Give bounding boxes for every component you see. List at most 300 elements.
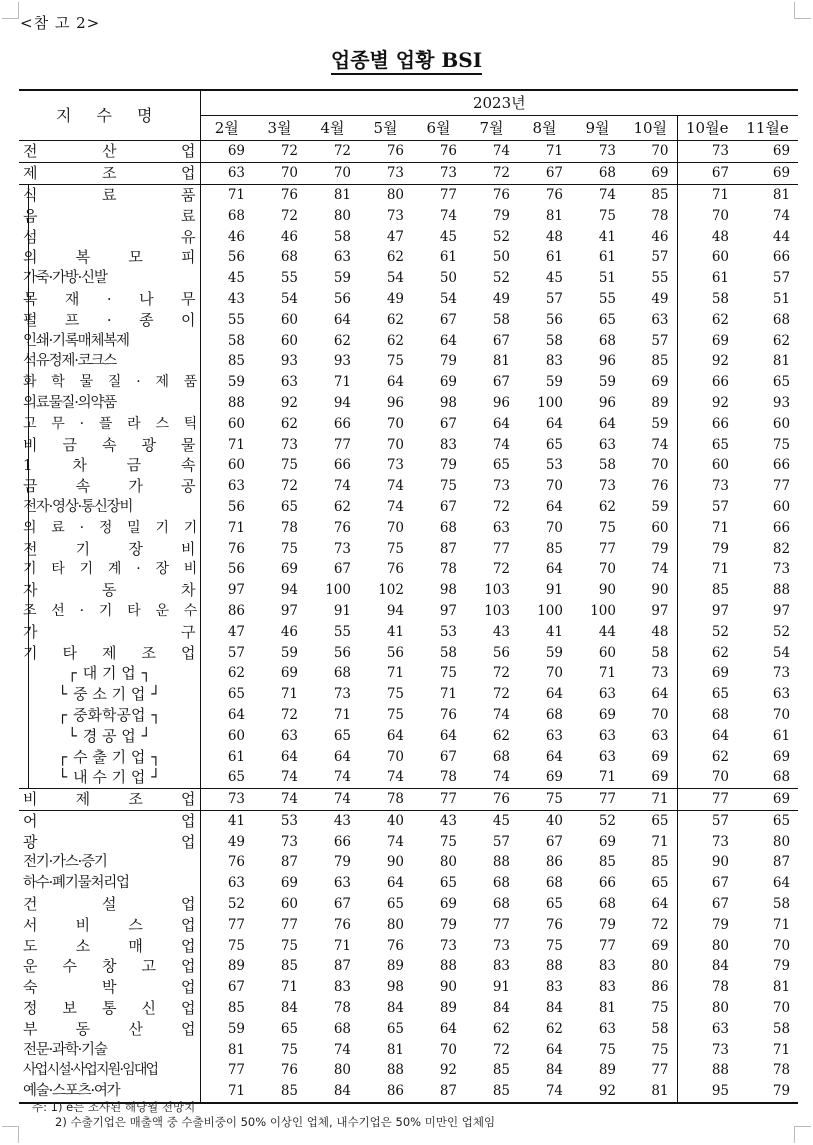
row-label-text: 석유정제·코크스 — [23, 353, 117, 370]
table-row — [19, 559, 798, 580]
bsi-value: 66 — [677, 372, 737, 393]
bsi-value: 56 — [545, 311, 563, 328]
bsi-value: 85 — [677, 580, 737, 601]
row-label-text: 전자·영상·통신장비 — [23, 498, 133, 515]
bsi-value: 70 — [386, 748, 404, 765]
month-header: 3월 — [253, 116, 306, 141]
row-label — [19, 935, 200, 956]
bsi-value: 70 — [545, 665, 563, 682]
bsi-value: 63 — [333, 249, 351, 266]
row-label — [19, 684, 200, 705]
bsi-value: 72 — [280, 478, 298, 495]
bsi-value: 40 — [545, 812, 563, 829]
bsi-value: 75 — [439, 665, 457, 682]
bsi-value: 71 — [772, 1041, 791, 1058]
bsi-value: 69 — [280, 561, 298, 578]
bsi-value: 60 — [651, 519, 669, 536]
bsi-value: 83 — [333, 979, 351, 996]
bsi-value: 65 — [545, 896, 563, 913]
bsi-value: 69 — [677, 663, 737, 684]
bracket-mark: └ — [67, 726, 77, 745]
bsi-value: 78 — [439, 769, 457, 786]
bsi-value: 90 — [677, 852, 737, 873]
bsi-value: 81 — [492, 353, 510, 370]
table-row — [19, 162, 798, 184]
bsi-value: 76 — [227, 854, 245, 871]
bsi-value: 98 — [386, 979, 404, 996]
bsi-value: 74 — [333, 478, 351, 495]
bsi-value: 60 — [772, 415, 791, 432]
bsi-value: 71 — [280, 979, 298, 996]
bsi-value: 64 — [492, 415, 510, 432]
bsi-value: 75 — [651, 1041, 669, 1058]
table-row — [19, 184, 798, 205]
bsi-value: 73 — [359, 162, 412, 184]
bsi-value: 65 — [227, 769, 245, 786]
bsi-value: 52 — [492, 270, 510, 287]
bsi-value: 65 — [439, 875, 457, 892]
bsi-value: 62 — [280, 415, 298, 432]
bsi-value: 81 — [386, 1041, 404, 1058]
table-row — [19, 1039, 798, 1060]
bsi-value: 68 — [492, 896, 510, 913]
bsi-value: 80 — [651, 958, 669, 975]
bracket-mark: ┐ — [151, 705, 161, 724]
bsi-value: 77 — [677, 788, 737, 810]
bsi-value: 58 — [677, 289, 737, 310]
bsi-value: 87 — [280, 854, 298, 871]
table-row — [19, 413, 798, 434]
bsi-value: 74 — [492, 769, 510, 786]
bsi-value: 71 — [227, 436, 245, 453]
bsi-value: 65 — [386, 896, 404, 913]
row-label-text: 조 선 · 기 타 운 수 — [23, 602, 196, 619]
bsi-value: 71 — [598, 769, 616, 786]
bsi-value: 61 — [227, 748, 245, 765]
bsi-value: 73 — [677, 476, 737, 497]
bsi-value: 73 — [677, 831, 737, 852]
bsi-value: 52 — [492, 228, 510, 245]
bsi-value: 61 — [598, 249, 616, 266]
bsi-value: 65 — [677, 434, 737, 455]
bsi-value: 90 — [439, 979, 457, 996]
bsi-value: 48 — [651, 623, 669, 640]
bsi-value: 77 — [280, 916, 298, 933]
bsi-value: 63 — [492, 519, 510, 536]
bsi-value: 100 — [537, 394, 563, 411]
bsi-value: 74 — [651, 436, 669, 453]
bsi-value: 69 — [598, 706, 616, 723]
row-label — [19, 205, 200, 226]
bsi-value: 47 — [227, 623, 245, 640]
bsi-value: 46 — [651, 228, 669, 245]
row-label — [19, 247, 200, 268]
row-label — [19, 852, 200, 873]
bsi-value: 68 — [492, 875, 510, 892]
bsi-value: 76 — [492, 186, 510, 203]
bsi-value: 63 — [677, 1018, 737, 1039]
bsi-value: 72 — [280, 706, 298, 723]
month-header: 4월 — [306, 116, 359, 141]
bsi-value: 85 — [651, 854, 669, 871]
bsi-value: 74 — [333, 1041, 351, 1058]
bracket-mark: ┌ — [57, 705, 68, 724]
row-label-text: 전문·과학·기술 — [23, 1041, 107, 1058]
bsi-value: 58 — [227, 332, 245, 349]
bsi-value: 65 — [227, 686, 245, 703]
bsi-value: 77 — [227, 916, 245, 933]
bsi-value: 66 — [772, 457, 791, 474]
table-row — [19, 663, 798, 684]
bsi-value: 79 — [439, 457, 457, 474]
bsi-value: 75 — [386, 353, 404, 370]
bsi-value: 62 — [677, 642, 737, 663]
bsi-value: 73 — [677, 141, 737, 163]
bsi-value: 69 — [651, 374, 669, 391]
bsi-value: 65 — [492, 457, 510, 474]
bsi-value: 102 — [378, 582, 404, 599]
bsi-value: 73 — [200, 788, 253, 810]
bsi-value: 77 — [227, 1062, 245, 1079]
bsi-value: 65 — [772, 374, 791, 391]
table-row — [19, 309, 798, 330]
table-row — [19, 580, 798, 601]
bsi-value: 71 — [677, 184, 737, 205]
bsi-value: 72 — [306, 141, 359, 163]
bsi-value: 80 — [386, 186, 404, 203]
row-label — [19, 705, 200, 726]
bsi-value: 52 — [598, 812, 616, 829]
bsi-value: 62 — [545, 1020, 563, 1037]
bsi-value: 80 — [333, 207, 351, 224]
row-label-text: 전 산 업 — [23, 142, 196, 161]
row-label-text: 기 타 제 조 업 — [23, 643, 196, 662]
table-row — [19, 601, 798, 622]
table-row — [19, 977, 798, 998]
bsi-value: 97 — [651, 602, 669, 619]
bsi-value: 79 — [677, 914, 737, 935]
bsi-value: 58 — [492, 311, 510, 328]
row-label — [19, 538, 200, 559]
bsi-value: 63 — [280, 727, 298, 744]
bsi-value: 46 — [280, 623, 298, 640]
bsi-value: 73 — [492, 478, 510, 495]
row-label-text: 기 타 기 계 · 장 비 — [23, 561, 196, 578]
bsi-value: 71 — [439, 686, 457, 703]
bsi-value: 55 — [280, 270, 298, 287]
bsi-value: 76 — [545, 916, 563, 933]
bsi-value: 71 — [518, 141, 571, 163]
bsi-value: 68 — [772, 769, 791, 786]
row-label — [19, 351, 200, 372]
bsi-value: 79 — [439, 353, 457, 370]
bsi-value: 68 — [772, 311, 791, 328]
bsi-value: 80 — [386, 916, 404, 933]
row-label-text: 고 무 · 플 라 스 틱 — [23, 415, 196, 432]
bsi-value: 60 — [227, 457, 245, 474]
bsi-value: 75 — [386, 686, 404, 703]
bsi-value: 45 — [439, 228, 457, 245]
bsi-value: 50 — [439, 270, 457, 287]
bsi-value: 46 — [280, 228, 298, 245]
bsi-value: 78 — [677, 977, 737, 998]
page-corner-mark — [2, 1126, 19, 1143]
bsi-value: 64 — [545, 686, 563, 703]
bsi-value: 51 — [772, 290, 791, 307]
row-label — [19, 497, 200, 518]
bsi-value: 67 — [439, 498, 457, 515]
bsi-value: 83 — [598, 958, 616, 975]
bsi-value: 43 — [333, 812, 351, 829]
row-label — [19, 413, 200, 434]
bsi-value: 70 — [677, 767, 737, 788]
bsi-value: 57 — [772, 270, 791, 287]
row-label — [19, 977, 200, 998]
bsi-value: 59 — [227, 374, 245, 391]
bsi-value: 64 — [439, 1020, 457, 1037]
bsi-value: 75 — [598, 1041, 616, 1058]
bsi-value: 58 — [772, 1020, 791, 1037]
bsi-value: 59 — [651, 415, 669, 432]
bsi-value: 52 — [227, 896, 245, 913]
row-label-text: 정 보 통 신 업 — [23, 999, 196, 1018]
bsi-value: 57 — [545, 290, 563, 307]
bsi-value: 96 — [492, 394, 510, 411]
bsi-value: 76 — [545, 186, 563, 203]
bsi-value: 72 — [253, 141, 306, 163]
row-label — [19, 956, 200, 977]
row-label — [19, 894, 200, 915]
table-row — [19, 455, 798, 476]
bsi-value: 74 — [280, 769, 298, 786]
bsi-value: 79 — [492, 207, 510, 224]
bsi-value: 66 — [333, 415, 351, 432]
table-row — [19, 642, 798, 663]
bracket-mark: ┐ — [141, 664, 151, 683]
table-row — [19, 725, 798, 746]
bsi-value: 74 — [306, 788, 359, 810]
bsi-value: 64 — [333, 748, 351, 765]
bsi-value: 74 — [492, 436, 510, 453]
bsi-value: 76 — [227, 540, 245, 557]
row-label-text: 중화학공업 — [73, 705, 146, 724]
bsi-value: 53 — [439, 623, 457, 640]
bsi-value: 59 — [545, 374, 563, 391]
bsi-value: 63 — [227, 875, 245, 892]
bsi-value: 77 — [598, 937, 616, 954]
bsi-value: 70 — [306, 162, 359, 184]
bsi-value: 90 — [386, 854, 404, 871]
bsi-value: 77 — [571, 788, 624, 810]
row-label — [19, 1018, 200, 1039]
row-label — [19, 434, 200, 455]
bsi-value: 61 — [545, 249, 563, 266]
bsi-value: 64 — [545, 415, 563, 432]
year-header: 2023년 — [200, 90, 798, 116]
bsi-value: 86 — [386, 1083, 404, 1100]
bsi-value: 81 — [772, 353, 791, 370]
bsi-value: 56 — [227, 498, 245, 515]
bsi-value: 83 — [439, 436, 457, 453]
month-header: 11월e — [737, 116, 798, 141]
bsi-value: 85 — [651, 186, 669, 203]
table-row — [19, 517, 798, 538]
bsi-value: 72 — [651, 916, 669, 933]
bsi-value: 63 — [200, 162, 253, 184]
bracket-mark: ┌ — [67, 664, 77, 683]
bsi-value: 76 — [333, 519, 351, 536]
table-row — [19, 998, 798, 1019]
bsi-value: 97 — [677, 601, 737, 622]
bsi-value: 77 — [651, 1062, 669, 1079]
bsi-value: 100 — [325, 582, 351, 599]
bsi-value: 67 — [492, 374, 510, 391]
bsi-value: 70 — [439, 1041, 457, 1058]
bsi-value: 88 — [439, 958, 457, 975]
bsi-value: 74 — [386, 833, 404, 850]
bsi-value: 64 — [545, 1041, 563, 1058]
bsi-table — [19, 89, 798, 1104]
bsi-value: 72 — [465, 162, 518, 184]
bsi-value: 63 — [598, 727, 616, 744]
bsi-value: 64 — [280, 748, 298, 765]
bsi-value: 74 — [253, 788, 306, 810]
bsi-value: 45 — [492, 812, 510, 829]
bsi-value: 100 — [590, 602, 616, 619]
bsi-value: 75 — [598, 207, 616, 224]
bsi-value: 73 — [333, 540, 351, 557]
row-label-text: 자 동 차 — [23, 581, 196, 600]
table-row — [19, 268, 798, 289]
page-corner-mark — [794, 2, 811, 19]
bsi-value: 77 — [412, 788, 465, 810]
bsi-value: 89 — [439, 1000, 457, 1017]
bsi-value: 63 — [651, 311, 669, 328]
bsi-value: 62 — [492, 727, 510, 744]
bsi-value: 67 — [545, 833, 563, 850]
bsi-value: 61 — [772, 727, 791, 744]
bsi-value: 77 — [492, 540, 510, 557]
bsi-value: 64 — [227, 706, 245, 723]
row-label — [19, 580, 200, 601]
bsi-value: 53 — [545, 457, 563, 474]
bsi-value: 80 — [772, 833, 791, 850]
bsi-value: 63 — [333, 875, 351, 892]
row-label-text: 예술·스포츠·여가 — [23, 1083, 120, 1100]
bsi-value: 85 — [280, 958, 298, 975]
bsi-value: 64 — [651, 896, 669, 913]
bsi-value: 87 — [439, 1083, 457, 1100]
bsi-value: 41 — [598, 228, 616, 245]
bsi-value: 85 — [280, 1083, 298, 1100]
row-label — [19, 873, 200, 894]
bsi-value: 67 — [439, 748, 457, 765]
bsi-value: 43 — [439, 812, 457, 829]
bsi-value: 64 — [545, 561, 563, 578]
bsi-value: 90 — [651, 582, 669, 599]
row-label-text: 금 속 가 공 — [23, 477, 196, 496]
bsi-value: 61 — [439, 249, 457, 266]
bsi-value: 49 — [651, 290, 669, 307]
bsi-value: 96 — [598, 353, 616, 370]
bsi-value: 79 — [772, 958, 791, 975]
bsi-value: 63 — [545, 727, 563, 744]
row-label-text: 의 료 · 정 밀 기 기 — [23, 519, 196, 536]
bsi-value: 69 — [624, 162, 677, 184]
bsi-value: 91 — [492, 979, 510, 996]
bsi-value: 44 — [598, 623, 616, 640]
row-label-text: 사업시설·사업지원·임대업 — [23, 1062, 158, 1079]
bsi-value: 98 — [439, 394, 457, 411]
bsi-value: 80 — [677, 998, 737, 1019]
bsi-value: 83 — [545, 353, 563, 370]
row-label-text: 대 기 업 — [82, 664, 136, 683]
bsi-value: 70 — [386, 415, 404, 432]
table-row — [19, 372, 798, 393]
row-label — [19, 663, 200, 684]
bsi-value: 72 — [492, 665, 510, 682]
bsi-value: 64 — [598, 415, 616, 432]
page-title-text: 업종별 업황 BSI — [331, 48, 482, 75]
bsi-value: 49 — [227, 833, 245, 850]
bsi-value: 77 — [439, 186, 457, 203]
bsi-value: 85 — [492, 1083, 510, 1100]
bsi-value: 74 — [386, 769, 404, 786]
table-row — [19, 393, 798, 414]
bsi-value: 67 — [439, 311, 457, 328]
bsi-value: 58 — [439, 644, 457, 661]
bsi-value: 58 — [651, 644, 669, 661]
bracket-mark: ┘ — [141, 726, 151, 745]
bsi-value: 87 — [439, 540, 457, 557]
bsi-value: 88 — [492, 854, 510, 871]
bsi-value: 69 — [651, 769, 669, 786]
bsi-value: 56 — [333, 644, 351, 661]
bsi-value: 82 — [772, 540, 791, 557]
bsi-value: 98 — [439, 582, 457, 599]
bsi-value: 84 — [545, 1000, 563, 1017]
bsi-value: 41 — [386, 623, 404, 640]
bsi-value: 60 — [280, 311, 298, 328]
row-label-text: 내 수 기 업 — [73, 768, 146, 787]
bsi-value: 85 — [492, 1062, 510, 1079]
table-row — [19, 831, 798, 852]
bsi-value: 80 — [333, 1062, 351, 1079]
bsi-value: 75 — [386, 706, 404, 723]
bsi-value: 91 — [545, 582, 563, 599]
bsi-value: 58 — [598, 457, 616, 474]
bsi-value: 92 — [598, 1083, 616, 1100]
bsi-value: 63 — [772, 686, 791, 703]
row-label-text: 하수·폐기물처리업 — [23, 875, 129, 892]
table-row — [19, 247, 798, 268]
bsi-value: 63 — [651, 727, 669, 744]
bsi-value: 57 — [677, 810, 737, 831]
bsi-value: 55 — [227, 311, 245, 328]
row-label — [19, 476, 200, 497]
bsi-value: 83 — [598, 979, 616, 996]
row-label — [19, 559, 200, 580]
bsi-value: 58 — [545, 332, 563, 349]
bsi-value: 64 — [439, 727, 457, 744]
page-corner-mark — [794, 1126, 811, 1143]
table-row — [19, 621, 798, 642]
bsi-value: 64 — [545, 748, 563, 765]
bsi-value: 89 — [386, 958, 404, 975]
row-label-text: 전기·가스·증기 — [23, 854, 107, 871]
row-label — [19, 268, 200, 289]
bsi-value: 96 — [598, 394, 616, 411]
